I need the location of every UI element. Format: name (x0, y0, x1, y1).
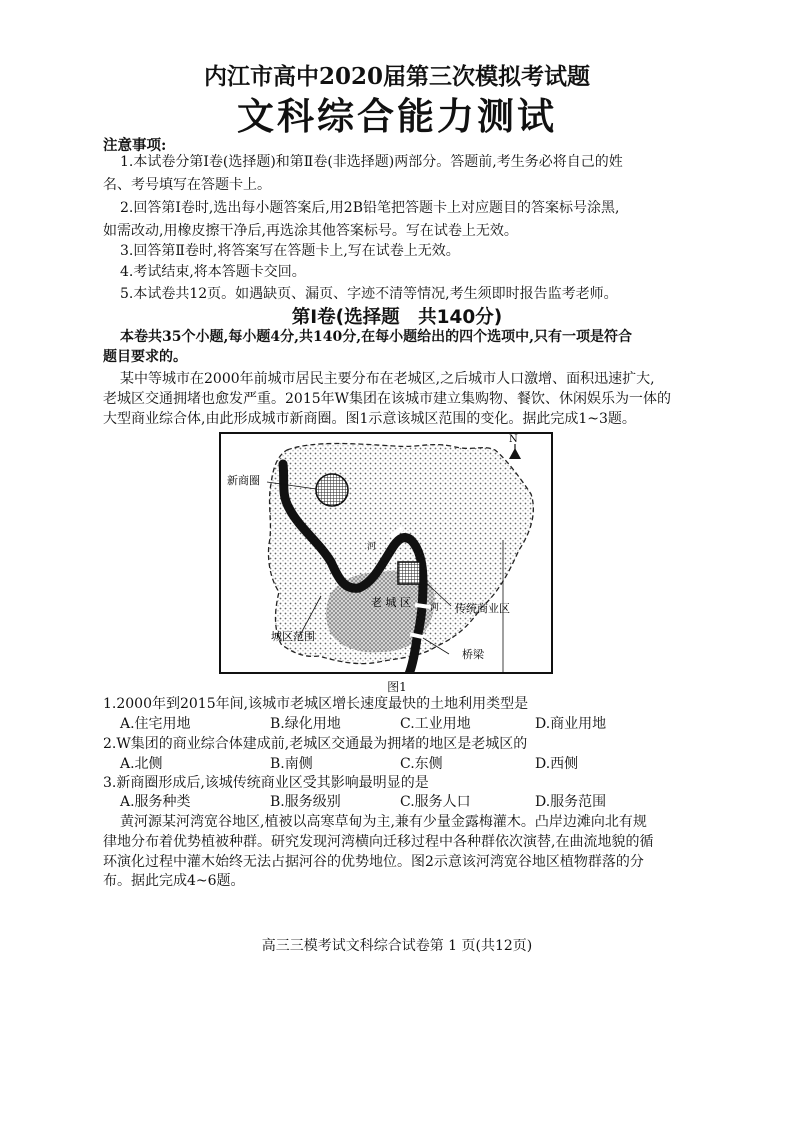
option-c: C.服务人口 (400, 794, 471, 810)
notes-line: 3.回答第Ⅱ卷时,将答案写在答题卡上,写在试卷上无效。 (120, 243, 460, 259)
option-d: D.西侧 (535, 756, 579, 772)
option-d: D.商业用地 (535, 716, 607, 732)
question-stem: 3.新商圈形成后,该城传统商业区受其影响最明显的是 (103, 775, 429, 791)
question-stem: 2.W集团的商业综合体建成前,老城区交通最为拥堵的地区是老城区的 (103, 736, 528, 752)
notes-line: 1.本试卷分第Ⅰ卷(选择题)和第Ⅱ卷(非选择题)两部分。答题前,考生务必将自己的姓 (120, 154, 623, 170)
option-b: B.南侧 (270, 756, 313, 772)
notes-heading: 注意事项: (103, 137, 167, 154)
exam-title: 内江市高中2020届第三次模拟考试题 (203, 63, 590, 90)
option-a: A.住宅用地 (120, 716, 191, 732)
section-heading: 第Ⅰ卷(选择题 共140分) (291, 307, 503, 328)
old-city-label: 老 城 区 (371, 596, 411, 609)
passage-line: 黄河源某河湾宽谷地区,植被以高寒草甸为主,兼有少量金露梅灌木。凸岸边滩向北有规 (120, 814, 647, 830)
new-district-marker (316, 474, 348, 506)
page-footer: 高三三模考试文科综合试卷第 1 页(共12页) (261, 938, 533, 954)
north-label: N (509, 434, 518, 445)
passage-line: 环演化过程中灌木始终无法占据河谷的优势地位。图2示意该河湾宽谷地区植物群落的分 (103, 854, 644, 870)
figure-caption: 图1 (387, 680, 407, 694)
section-intro: 本卷共35个小题,每小题4分,共140分,在每小题给出的四个选项中,只有一项是符合 (120, 329, 632, 345)
passage-line: 大型商业综合体,由此形成城市新商圈。图1示意该城区范围的变化。据此完成1~3题。 (103, 411, 636, 427)
notes-line: 4.考试结束,将本答题卡交回。 (120, 264, 306, 280)
option-b: B.服务级别 (270, 794, 341, 810)
trad-commerce-label: 传统商业区 (455, 602, 510, 615)
option-c: C.工业用地 (400, 716, 471, 732)
river-label: 河 (430, 603, 440, 613)
option-a: A.北侧 (120, 756, 163, 772)
river-label: 河 (367, 542, 377, 552)
city-map-figure (219, 432, 553, 674)
new-district-label: 新商圈 (227, 474, 260, 487)
passage-line: 布。据此完成4~6题。 (103, 873, 245, 889)
option-d: D.服务范围 (535, 794, 607, 810)
city-range-label: 城区范围 (271, 630, 315, 643)
exam-subject-title: 文科综合能力测试 (237, 95, 557, 138)
notes-line: 5.本试卷共12页。如遇缺页、漏页、字迹不清等情况,考生须即时报告监考老师。 (120, 286, 618, 302)
option-a: A.服务种类 (120, 794, 191, 810)
passage-line: 某中等城市在2000年前城市居民主要分布在老城区,之后城市人口激增、面积迅速扩大, (120, 371, 655, 387)
trad-commerce-marker (398, 562, 420, 584)
bridge-label: 桥梁 (462, 648, 484, 661)
notes-line: 如需改动,用橡皮擦干净后,再选涂其他答案标号。写在试卷上无效。 (103, 223, 518, 239)
passage-line: 老城区交通拥堵也愈发严重。2015年W集团在该城市建立集购物、餐饮、休闲娱乐为一体的 (103, 391, 672, 407)
notes-line: 名、考号填写在答题卡上。 (103, 177, 271, 193)
option-b: B.绿化用地 (270, 716, 341, 732)
notes-line: 2.回答第Ⅰ卷时,选出每小题答案后,用2B铅笔把答题卡上对应题目的答案标号涂黑, (120, 200, 620, 216)
option-c: C.东侧 (400, 756, 443, 772)
section-intro: 题目要求的。 (103, 349, 187, 365)
question-stem: 1.2000年到2015年间,该城市老城区增长速度最快的土地利用类型是 (103, 696, 529, 712)
passage-line: 律地分布着优势植被种群。研究发现河湾横向迁移过程中各种群依次演替,在曲流地貌的循 (103, 834, 654, 850)
